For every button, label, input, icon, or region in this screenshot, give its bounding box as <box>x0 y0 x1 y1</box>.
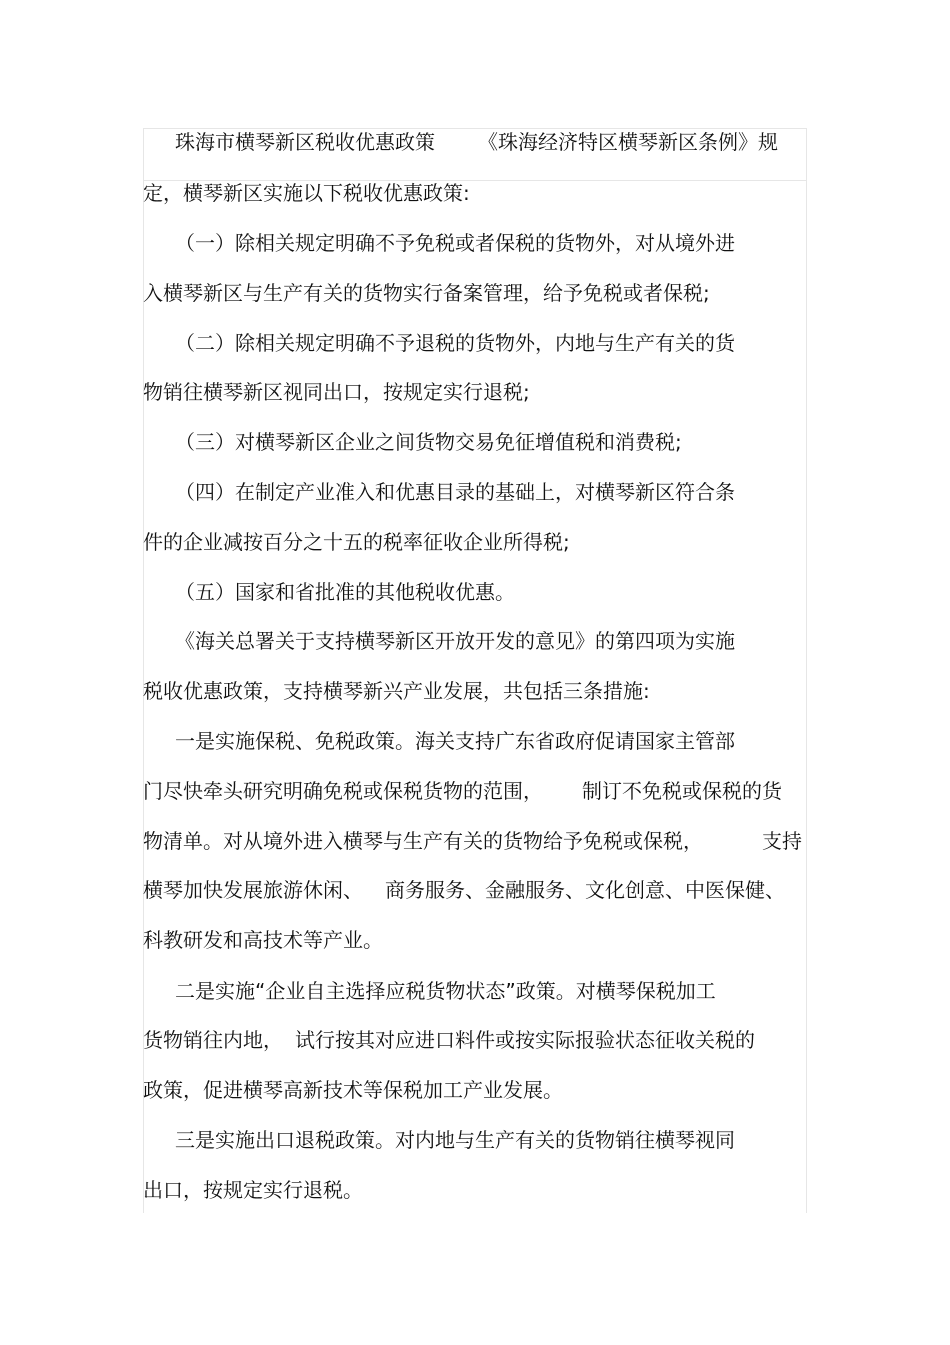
text-line: 试行按其对应进口料件或按实际报验状态征收关税的 <box>295 1028 755 1052</box>
text-line: 门尽快牵头研究明确免税或保税货物的范围， <box>143 779 543 803</box>
text-line: （一）除相关规定明确不予免税或者保税的货物外，对从境外进 <box>175 231 735 255</box>
text-line: 物销往横琴新区视同出口，按规定实行退税; <box>143 380 530 404</box>
text-line: （三）对横琴新区企业之间货物交易免征增值税和消费税; <box>175 430 682 454</box>
text-line: 税收优惠政策，支持横琴新兴产业发展，共包括三条措施: <box>143 679 650 703</box>
text-line: 横琴加快发展旅游休闲、 <box>143 878 363 902</box>
frame-right-line <box>806 128 807 1213</box>
text-line: 科教研发和高技术等产业。 <box>143 928 383 952</box>
text-line: 出口，按规定实行退税。 <box>143 1178 363 1202</box>
text-line: （四）在制定产业准入和优惠目录的基础上，对横琴新区符合条 <box>175 480 735 504</box>
document-title-citation: 《珠海经济特区横琴新区条例》规 <box>478 130 778 154</box>
text-line: 二是实施“企业自主选择应税货物状态”政策。对横琴保税加工 <box>175 979 716 1003</box>
text-line: 三是实施出口退税政策。对内地与生产有关的货物销往横琴视同 <box>175 1128 735 1152</box>
text-line: 支持 <box>762 829 802 853</box>
text-line: 一是实施保税、免税政策。海关支持广东省政府促请国家主管部 <box>175 729 735 753</box>
document-title: 珠海市横琴新区税收优惠政策 <box>175 130 435 154</box>
text-line: 商务服务、金融服务、文化创意、中医保健、 <box>385 878 785 902</box>
text-line: 政策，促进横琴高新技术等保税加工产业发展。 <box>143 1078 563 1102</box>
text-line: 物清单。对从境外进入横琴与生产有关的货物给予免税或保税， <box>143 829 703 853</box>
text-line: 货物销往内地， <box>143 1028 283 1052</box>
text-line: （二）除相关规定明确不予退税的货物外，内地与生产有关的货 <box>175 331 735 355</box>
text-line: 《海关总署关于支持横琴新区开放开发的意见》的第四项为实施 <box>175 629 735 653</box>
text-line: 入横琴新区与生产有关的货物实行备案管理，给予免税或者保税; <box>143 281 710 305</box>
text-line: （五）国家和省批准的其他税收优惠。 <box>175 580 515 604</box>
text-line: 定，横琴新区实施以下税收优惠政策: <box>143 181 470 205</box>
text-line: 制订不免税或保税的货 <box>582 779 782 803</box>
text-line: 件的企业减按百分之十五的税率征收企业所得税; <box>143 530 570 554</box>
